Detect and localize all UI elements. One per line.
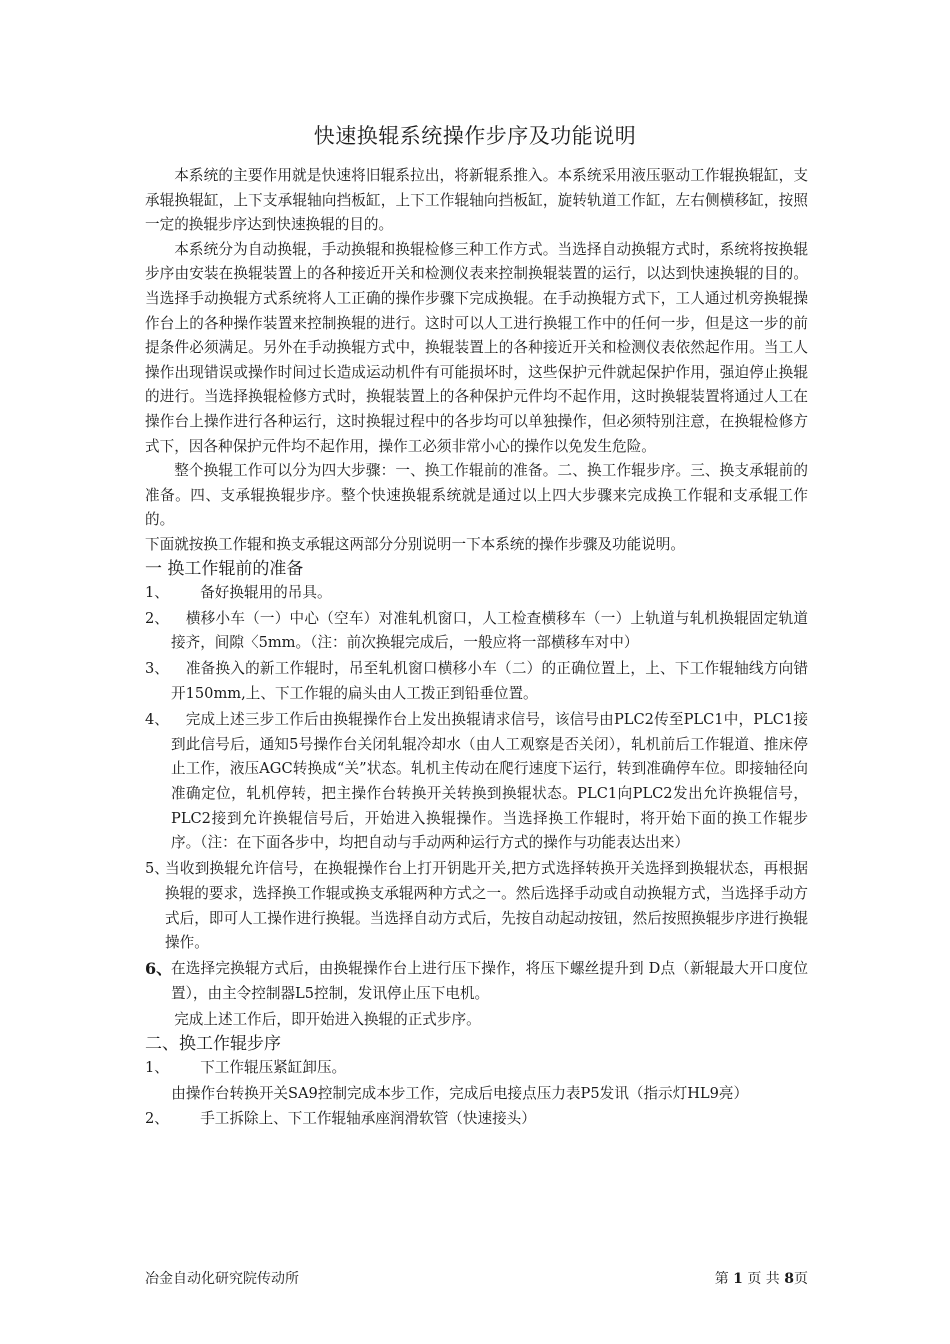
list-item-number: 2、 xyxy=(145,1109,169,1127)
footer-organization: 冶金自动化研究院传动所 xyxy=(145,1271,299,1287)
list-item-number: 1、 xyxy=(145,1058,169,1076)
section-1-closing: 完成上述工作后，即开始进入换辊的正式步序。 xyxy=(174,1011,481,1029)
paragraph-transition: 下面就按换工作辊和换支承辊这两部分分别说明一下本系统的操作步骤及功能说明。 xyxy=(145,535,685,553)
list-item xyxy=(145,957,808,1006)
list-item-text: 下工作辊压紧缸卸压。 xyxy=(171,1058,347,1076)
document-body xyxy=(145,164,808,1133)
list-item-text: 完成上述三步工作后由换辊操作台上发出换辊请求信号，该信号由PLC2传至PLC1中，PLC1接到此信号后，通知5号操作台关闭轧辊冷却水（由人工观察是否关闭），轧机前后工作辊道、推床停止工作，液压AGC转换成“关”状态。轧机主传动在爬行速度下运行，转到准确停车位。即接轴径向准确定位，轧机停转，把主操作台转换开关转换到换辊状态。PLC1向PLC2发出允许换辊信号，PLC2接到允许换辊信号后，开始进入换辊操作。当选择换工作辊时，将开始下面的换工作辊步序。（注：在下面各步中，均把自动与手动两种运行方式的操作与功能表达出来） xyxy=(171,711,808,852)
list-item xyxy=(145,1107,808,1132)
paragraph-modes: 本系统分为自动换辊，手动换辊和换辊检修三种工作方式。当选择自动换辊方式时，系统将按换辊步序由安装在换辊装置上的各种接近开关和检测仪表来控制换辊装置的运行，以达到快速换辊的目的。当选择手动换辊方式系统将人工正确的操作步骤下完成换辊。在手动换辊方式下，工人通过机旁换辊操作台上的各种操作装置来控制换辊的进行。这时可以人工进行换辊工作中的任何一步，但是这一步的前提条件必须满足。另外在手动换辊方式中，换辊装置上的各种接近开关和检测仪表依然起作用。当工人操作出现错误或操作时间过长造成运动机件有可能损坏时，这些保护元件就起保护作用，强迫停止换辊的进行。当选择换辊检修方式时，换辊装置上的各种保护元件均不起作用，这时换辊装置将通过人工在操作台上操作进行各种运行，这时换辊过程中的各步均可以单独操作，但必须特别注意，在换辊检修方式下，因各种保护元件均不起作用，操作工必须非常小心的操作以免发生危险。 xyxy=(145,240,808,455)
page-suffix: 页 xyxy=(794,1271,808,1287)
list-item-number: 6、 xyxy=(145,959,173,979)
page-prefix: 第 xyxy=(714,1271,729,1287)
paragraph-intro: 本系统的主要作用就是快速将旧辊系拉出，将新辊系推入。本系统采用液压驱动工作辊换辊缸，支承辊换辊缸，上下支承辊轴向挡板缸，上下工作辊轴向挡板缸，旋转轨道工作缸，左右侧横移缸，按照一定的换辊步序达到快速换辊的目的。 xyxy=(145,167,808,234)
list-item xyxy=(145,857,808,955)
list-item xyxy=(145,1056,808,1081)
list-item xyxy=(145,607,808,656)
list-item-text: 备好换辊用的吊具。 xyxy=(171,583,332,601)
page-total: 8 xyxy=(784,1271,794,1287)
list-item-number: 5、 xyxy=(145,860,169,878)
list-item-number: 2、 xyxy=(145,609,169,627)
list-item-number: 3、 xyxy=(145,660,169,678)
paragraph-steps: 整个换辊工作可以分为四大步骤：一、换工作辊前的准备。二、换工作辊步序。三、换支承辊前的准备。四、支承辊换辊步序。整个快速换辊系统就是通过以上四大步骤来完成换工作辊和支承辊工作的。 xyxy=(145,462,808,529)
page-footer xyxy=(145,1268,808,1288)
page-title: 快速换辊系统操作步序及功能说明 xyxy=(313,124,637,148)
list-item-text: 横移小车（一）中心（空车）对准轧机窗口，人工检查横移车（一）上轨道与轧机换辊固定轨道接齐，间隙〈5mm。（注：前次换辊完成后，一般应将一部横移车对中） xyxy=(171,609,808,652)
section-2-heading: 二、换工作辊步序 xyxy=(145,1033,281,1054)
list-item-text: 在选择完换辊方式后，由换辊操作台上进行压下操作，将压下螺丝提升到 D点（新辊最大开口度位置），由主令控制器L5控制，发讯停止压下电机。 xyxy=(171,960,808,1002)
list-item-number: 4、 xyxy=(145,711,169,729)
step-detail: 由操作台转换开关SA9控制完成本步工作，完成后电接点压力表P5发讯（指示灯HL9亮） xyxy=(171,1084,749,1102)
section-1-heading: 一 换工作辊前的准备 xyxy=(145,558,304,579)
list-item-number: 1、 xyxy=(145,583,169,601)
list-item-text: 当收到换辊允许信号，在换辊操作台上打开钥匙开关,把方式选择转换开关选择到换辊状态，再根据换辊的要求，选择换工作辊或换支承辊两种方式之一。然后选择手动或自动换辊方式，当选择手动方式后，即可人工操作进行换辊。当选择自动方式后，先按自动起动按钮，然后按照换辊步序进行换辊操作。 xyxy=(165,860,808,952)
list-item xyxy=(145,581,808,606)
list-item-text: 手工拆除上、下工作辊轴承座润滑软管（快速接头） xyxy=(171,1109,536,1127)
page-current: 1 xyxy=(733,1271,743,1287)
page-mid: 页 共 xyxy=(747,1271,780,1287)
page-number xyxy=(715,1268,808,1288)
list-item-text: 准备换入的新工作辊时，吊至轧机窗口横移小车（二）的正确位置上，上、下工作辊轴线方向错开150mm,上、下工作辊的扁头由人工拨正到铅垂位置。 xyxy=(171,660,808,703)
list-item xyxy=(145,708,808,856)
list-item xyxy=(145,657,808,706)
